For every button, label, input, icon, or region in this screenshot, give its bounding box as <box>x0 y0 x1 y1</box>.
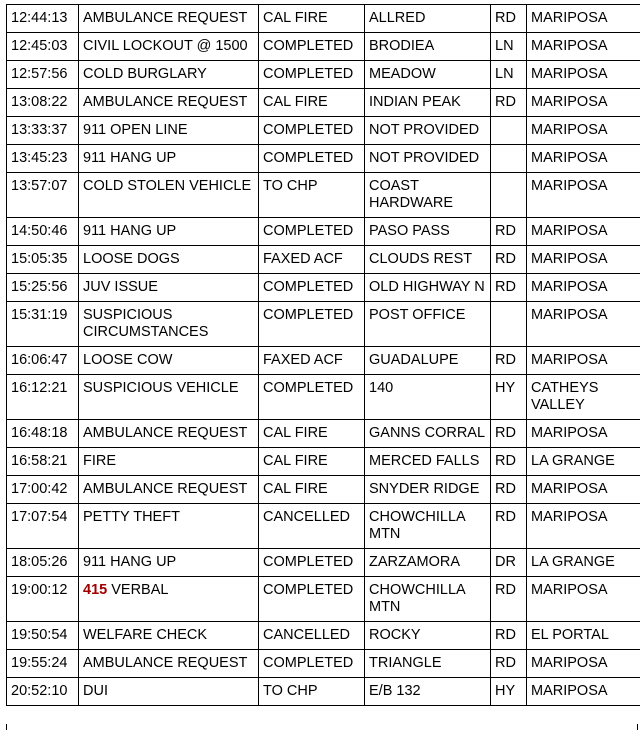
city-cell: MARIPOSA <box>527 33 640 61</box>
time-cell: 16:48:18 <box>7 420 79 448</box>
table-row <box>7 274 640 302</box>
city-cell: MARIPOSA <box>527 117 640 145</box>
location-cell: MEADOW <box>365 61 491 89</box>
street-suffix-cell: RD <box>491 504 527 549</box>
location-cell: GUADALUPE <box>365 347 491 375</box>
city-cell: MARIPOSA <box>527 476 640 504</box>
call-type-cell: AMBULANCE REQUEST <box>79 650 259 678</box>
call-type-cell: 911 HANG UP <box>79 218 259 246</box>
table-row <box>7 420 640 448</box>
disposition-cell: CANCELLED <box>259 504 365 549</box>
disposition-cell: TO CHP <box>259 678 365 706</box>
street-suffix-cell <box>491 173 527 218</box>
call-log-body <box>7 5 640 706</box>
location-cell: CLOUDS REST <box>365 246 491 274</box>
call-type-text: VERBAL <box>111 582 169 598</box>
city-cell: MARIPOSA <box>527 218 640 246</box>
location-cell: ALLRED <box>365 5 491 33</box>
disposition-cell: COMPLETED <box>259 274 365 302</box>
table-row <box>7 347 640 375</box>
table-row <box>7 89 640 117</box>
time-cell: 18:05:26 <box>7 549 79 577</box>
location-cell: NOT PROVIDED <box>365 145 491 173</box>
table-row <box>7 218 640 246</box>
street-suffix-cell: DR <box>491 549 527 577</box>
table-row <box>7 476 640 504</box>
time-cell: 15:31:19 <box>7 302 79 347</box>
disposition-cell: CAL FIRE <box>259 420 365 448</box>
disposition-cell: COMPLETED <box>259 549 365 577</box>
disposition-cell: COMPLETED <box>259 650 365 678</box>
time-cell: 14:50:46 <box>7 218 79 246</box>
table-row <box>7 448 640 476</box>
call-type-cell: WELFARE CHECK <box>79 622 259 650</box>
disposition-cell: CANCELLED <box>259 622 365 650</box>
call-type-cell: AMBULANCE REQUEST <box>79 5 259 33</box>
location-cell: POST OFFICE <box>365 302 491 347</box>
call-type-cell: CIVIL LOCKOUT @ 1500 <box>79 33 259 61</box>
table-continuation-edge <box>6 724 638 730</box>
time-cell: 13:33:37 <box>7 117 79 145</box>
call-type-cell: SUSPICIOUS CIRCUMSTANCES <box>79 302 259 347</box>
street-suffix-cell: RD <box>491 347 527 375</box>
city-cell: LA GRANGE <box>527 549 640 577</box>
city-cell: MARIPOSA <box>527 173 640 218</box>
location-cell: 140 <box>365 375 491 420</box>
time-cell: 12:45:03 <box>7 33 79 61</box>
time-cell: 15:25:56 <box>7 274 79 302</box>
time-cell: 16:58:21 <box>7 448 79 476</box>
time-cell: 16:06:47 <box>7 347 79 375</box>
disposition-cell: COMPLETED <box>259 375 365 420</box>
location-cell: ZARZAMORA <box>365 549 491 577</box>
city-cell: MARIPOSA <box>527 678 640 706</box>
disposition-cell: FAXED ACF <box>259 347 365 375</box>
time-cell: 13:45:23 <box>7 145 79 173</box>
table-row <box>7 5 640 33</box>
table-row <box>7 549 640 577</box>
disposition-cell: COMPLETED <box>259 145 365 173</box>
location-cell: CHOWCHILLA MTN <box>365 577 491 622</box>
table-row <box>7 302 640 347</box>
table-row <box>7 622 640 650</box>
street-suffix-cell: RD <box>491 476 527 504</box>
time-cell: 19:00:12 <box>7 577 79 622</box>
location-cell: PASO PASS <box>365 218 491 246</box>
location-cell: SNYDER RIDGE <box>365 476 491 504</box>
street-suffix-cell: RD <box>491 5 527 33</box>
table-row <box>7 33 640 61</box>
city-cell: MARIPOSA <box>527 650 640 678</box>
call-type-cell: 911 HANG UP <box>79 145 259 173</box>
city-cell: MARIPOSA <box>527 504 640 549</box>
call-type-cell: LOOSE COW <box>79 347 259 375</box>
location-cell: GANNS CORRAL <box>365 420 491 448</box>
table-row <box>7 577 640 622</box>
table-row <box>7 246 640 274</box>
call-type-cell: AMBULANCE REQUEST <box>79 420 259 448</box>
table-row <box>7 375 640 420</box>
location-cell: ROCKY <box>365 622 491 650</box>
disposition-cell: CAL FIRE <box>259 476 365 504</box>
city-cell: LA GRANGE <box>527 448 640 476</box>
city-cell: MARIPOSA <box>527 246 640 274</box>
street-suffix-cell: RD <box>491 89 527 117</box>
call-type-cell: COLD STOLEN VEHICLE <box>79 173 259 218</box>
street-suffix-cell: RD <box>491 577 527 622</box>
table-row <box>7 650 640 678</box>
table-row <box>7 145 640 173</box>
location-cell: CHOWCHILLA MTN <box>365 504 491 549</box>
location-cell: COAST HARDWARE <box>365 173 491 218</box>
table-row <box>7 117 640 145</box>
city-cell: MARIPOSA <box>527 89 640 117</box>
disposition-cell: FAXED ACF <box>259 246 365 274</box>
disposition-cell: COMPLETED <box>259 117 365 145</box>
street-suffix-cell: LN <box>491 33 527 61</box>
street-suffix-cell <box>491 117 527 145</box>
time-cell: 16:12:21 <box>7 375 79 420</box>
disposition-cell: TO CHP <box>259 173 365 218</box>
city-cell: MARIPOSA <box>527 347 640 375</box>
street-suffix-cell: RD <box>491 246 527 274</box>
street-suffix-cell <box>491 145 527 173</box>
location-cell: MERCED FALLS <box>365 448 491 476</box>
call-type-cell: 911 OPEN LINE <box>79 117 259 145</box>
street-suffix-cell: RD <box>491 650 527 678</box>
city-cell: MARIPOSA <box>527 577 640 622</box>
table-row <box>7 173 640 218</box>
street-suffix-cell: HY <box>491 678 527 706</box>
time-cell: 15:05:35 <box>7 246 79 274</box>
call-type-cell: FIRE <box>79 448 259 476</box>
time-cell: 13:08:22 <box>7 89 79 117</box>
city-cell: EL PORTAL <box>527 622 640 650</box>
call-type-cell: JUV ISSUE <box>79 274 259 302</box>
time-cell: 17:07:54 <box>7 504 79 549</box>
call-type-cell: DUI <box>79 678 259 706</box>
city-cell: MARIPOSA <box>527 5 640 33</box>
time-cell: 19:55:24 <box>7 650 79 678</box>
disposition-cell: CAL FIRE <box>259 448 365 476</box>
street-suffix-cell: HY <box>491 375 527 420</box>
time-cell: 13:57:07 <box>7 173 79 218</box>
city-cell: CATHEYS VALLEY <box>527 375 640 420</box>
time-cell: 12:44:13 <box>7 5 79 33</box>
time-cell: 12:57:56 <box>7 61 79 89</box>
location-cell: E/B 132 <box>365 678 491 706</box>
location-cell: TRIANGLE <box>365 650 491 678</box>
city-cell: MARIPOSA <box>527 302 640 347</box>
call-type-cell: LOOSE DOGS <box>79 246 259 274</box>
call-type-cell: PETTY THEFT <box>79 504 259 549</box>
call-type-cell: AMBULANCE REQUEST <box>79 476 259 504</box>
street-suffix-cell <box>491 302 527 347</box>
call-type-cell: 911 HANG UP <box>79 549 259 577</box>
disposition-cell: COMPLETED <box>259 577 365 622</box>
disposition-cell: COMPLETED <box>259 61 365 89</box>
location-cell: INDIAN PEAK <box>365 89 491 117</box>
street-suffix-cell: RD <box>491 622 527 650</box>
call-type-cell: AMBULANCE REQUEST <box>79 89 259 117</box>
call-type-cell: COLD BURGLARY <box>79 61 259 89</box>
table-row <box>7 61 640 89</box>
street-suffix-cell: RD <box>491 218 527 246</box>
street-suffix-cell: LN <box>491 61 527 89</box>
time-cell: 17:00:42 <box>7 476 79 504</box>
location-cell: BRODIEA <box>365 33 491 61</box>
time-cell: 19:50:54 <box>7 622 79 650</box>
call-type-cell <box>79 577 259 622</box>
street-suffix-cell: RD <box>491 448 527 476</box>
city-cell: MARIPOSA <box>527 61 640 89</box>
call-type-cell: SUSPICIOUS VEHICLE <box>79 375 259 420</box>
penal-code-label: 415 <box>83 582 108 598</box>
city-cell: MARIPOSA <box>527 420 640 448</box>
city-cell: MARIPOSA <box>527 145 640 173</box>
time-cell: 20:52:10 <box>7 678 79 706</box>
disposition-cell: COMPLETED <box>259 302 365 347</box>
street-suffix-cell: RD <box>491 420 527 448</box>
table-row <box>7 504 640 549</box>
location-cell: OLD HIGHWAY N <box>365 274 491 302</box>
disposition-cell: CAL FIRE <box>259 5 365 33</box>
location-cell: NOT PROVIDED <box>365 117 491 145</box>
disposition-cell: COMPLETED <box>259 33 365 61</box>
disposition-cell: CAL FIRE <box>259 89 365 117</box>
city-cell: MARIPOSA <box>527 274 640 302</box>
disposition-cell: COMPLETED <box>259 218 365 246</box>
street-suffix-cell: RD <box>491 274 527 302</box>
call-log-table <box>6 4 640 706</box>
table-row <box>7 678 640 706</box>
